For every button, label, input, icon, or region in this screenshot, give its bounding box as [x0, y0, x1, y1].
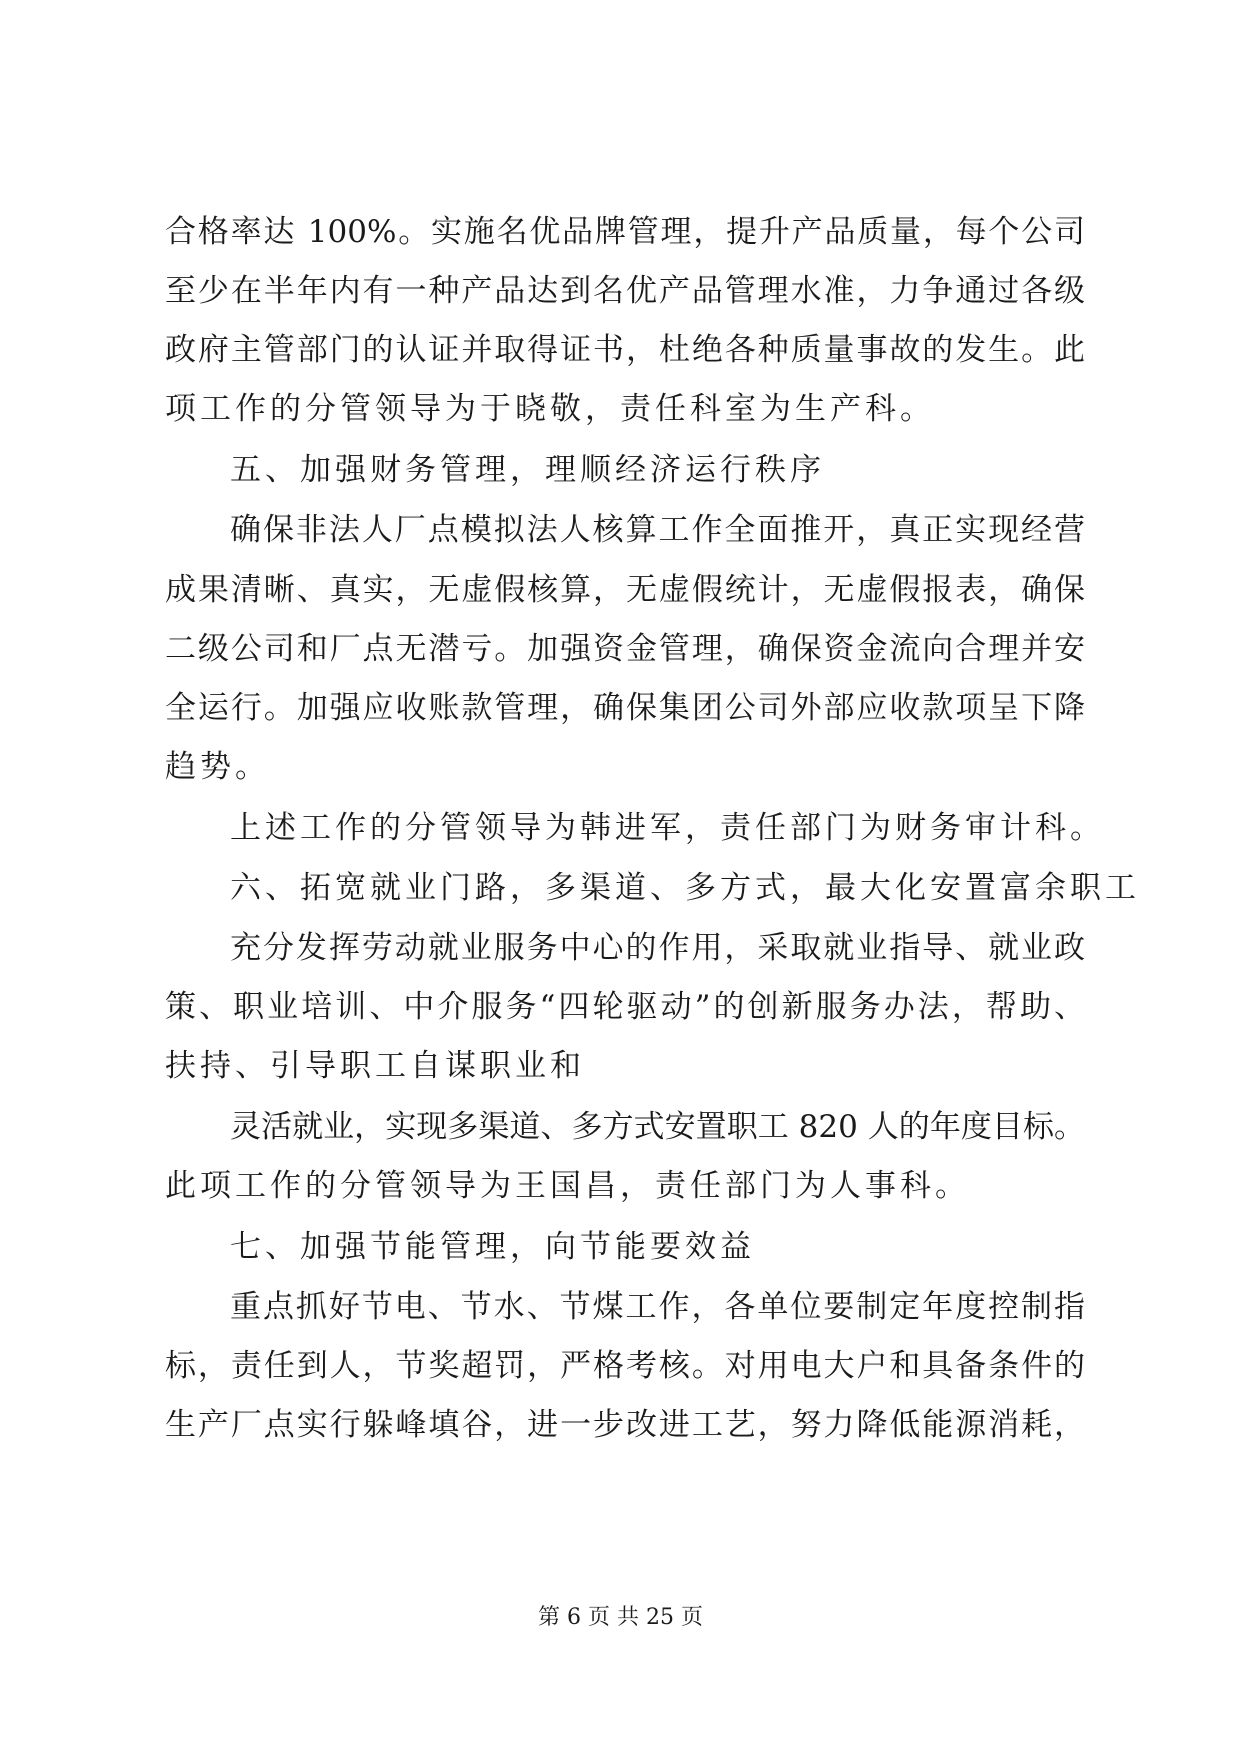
page-number: 第 6 页 共 25 页 [538, 1605, 703, 1630]
text-line: 项工作的分管领导为于晓敬，责任科室为生产科。 [165, 391, 935, 427]
text-line: 合格率达 100%。实施名优品牌管理，提升产品质量，每个公司 [165, 214, 1085, 250]
text-line: 全运行。加强应收账款管理，确保集团公司外部应收款项呈下降 [165, 690, 1085, 726]
text-line: 上述工作的分管领导为韩进军，责任部门为财务审计科。 [230, 810, 1105, 846]
section-heading: 七、加强节能管理，向节能要效益 [230, 1229, 755, 1265]
text-line: 标，责任到人，节奖超罚，严格考核。对用电大户和具备条件的 [165, 1348, 1085, 1384]
text-line: 充分发挥劳动就业服务中心的作用，采取就业指导、就业政 [230, 930, 1085, 966]
section-heading: 六、拓宽就业门路，多渠道、多方式，最大化安置富余职工 [230, 870, 1140, 906]
section-heading: 五、加强财务管理，理顺经济运行秩序 [230, 452, 825, 488]
text-line: 重点抓好节电、节水、节煤工作，各单位要制定年度控制指 [230, 1289, 1085, 1325]
text-line: 灵活就业，实现多渠道、多方式安置职工 820 人的年度目标。 [230, 1109, 1085, 1145]
text-line: 成果清晰、真实，无虚假核算，无虚假统计，无虚假报表，确保 [165, 572, 1085, 608]
text-line: 至少在半年内有一种产品达到名优产品管理水准，力争通过各级 [165, 273, 1085, 309]
text-line: 趋势。 [165, 749, 270, 785]
text-line: 策、职业培训、中介服务“四轮驱动”的创新服务办法，帮助、 [165, 989, 1085, 1025]
text-line: 此项工作的分管领导为王国昌，责任部门为人事科。 [165, 1168, 970, 1204]
text-line: 生产厂点实行躲峰填谷，进一步改进工艺，努力降低能源消耗， [165, 1407, 1085, 1443]
text-line: 确保非法人厂点模拟法人核算工作全面推开，真正实现经营 [230, 512, 1085, 548]
text-line: 扶持、引导职工自谋职业和 [165, 1048, 585, 1084]
text-line: 政府主管部门的认证并取得证书，杜绝各种质量事故的发生。此 [165, 332, 1085, 368]
text-line: 二级公司和厂点无潜亏。加强资金管理，确保资金流向合理并安 [165, 631, 1085, 667]
